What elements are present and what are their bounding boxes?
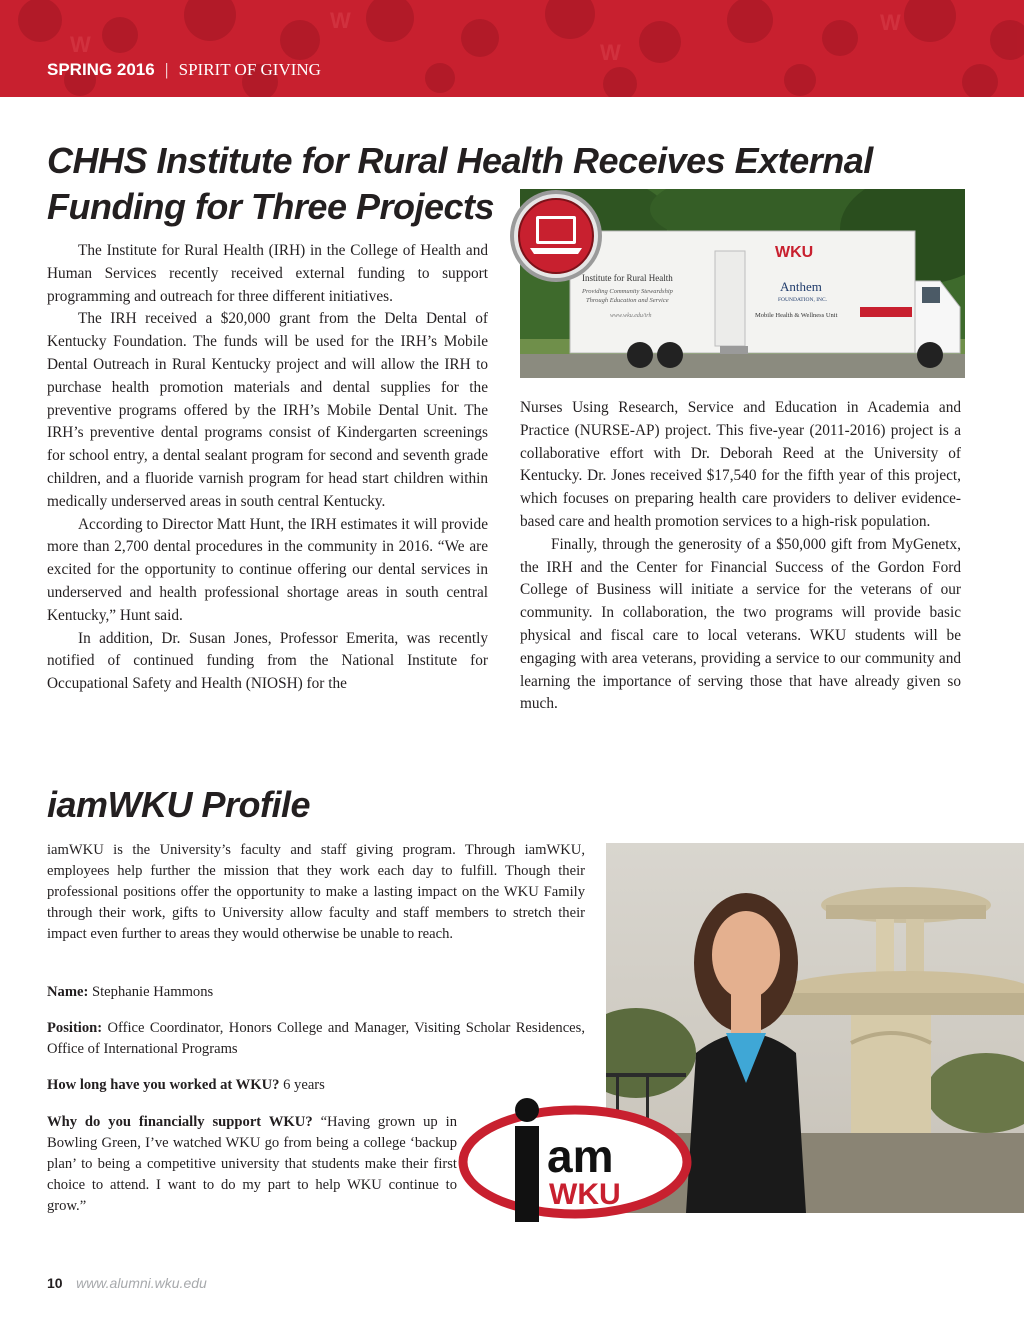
profile-why <box>47 1112 457 1217</box>
svg-text:W: W <box>880 10 901 35</box>
position-value: Office Coordinator, Honors College and Manager, Visiting Scholar Residences, Office of International Programs <box>47 1020 585 1057</box>
why-label: Why do you financially support WKU? <box>47 1114 313 1130</box>
article-paragraph: Nurses Using Research, Service and Education in Academia and Practice (NURSE-AP) project. This five-year (2011-2016) project is a collaborative effort with Dr. Deborah Reed at the University of Kentucky. Dr. Jones received $17,540 for the fifth year of this project, which focuses on preparing health care providers to deliver evidence-based care and health promotion services to a high-risk population. <box>520 399 961 530</box>
section-label: SPIRIT OF GIVING <box>178 60 321 79</box>
why-value: “Having grown up in Bowling Green, I’ve watched WKU go from being a college ‘backup plan’ to being a competitive university that students make their first choice to attend. I want to do my part to help WKU continue to grow.” <box>47 1114 458 1214</box>
iamwku-logo <box>457 1092 693 1227</box>
banner-separator: | <box>164 60 169 79</box>
header-banner <box>0 0 1024 97</box>
article-paragraph: Finally, through the generosity of a $50,000 gift from MyGenetx, the IRH and the Center for Financial Success of the Gordon Ford College of Business will initiate a service for the veterans of our community. In collaboration, the two programs will provide basic physical and fiscal care to local veterans. WKU students will be engaging with area veterans, providing a service to our community and learning the importance of serving those that have already given so much. <box>520 535 961 713</box>
name-label: Name: <box>47 984 89 1000</box>
issue-label: SPRING 2016 <box>47 60 155 79</box>
banner-pattern <box>0 0 1024 97</box>
article-right-column <box>520 397 961 716</box>
logo-am: am <box>547 1130 614 1182</box>
truck-line-2: Providing Community Stewardship <box>582 288 673 295</box>
svg-text:W: W <box>70 32 91 57</box>
name-value: Stephanie Hammons <box>92 984 214 1000</box>
article-paragraph: According to Director Matt Hunt, the IRH estimates it will provide more than 2,700 dental procedures in the community in 2016. “We are excited for the opportunity to continue offering our dental services in underserved and health professional shortage areas in south central Kentucky,” Hunt said. <box>47 515 488 624</box>
position-label: Position: <box>47 1020 103 1036</box>
truck-brand: WKU <box>775 244 814 261</box>
article-paragraph: The Institute for Rural Health (IRH) in the College of Health and Human Services recently received external funding to support programming and outreach for three different initiatives. <box>47 242 488 305</box>
profile-name <box>47 982 585 1003</box>
logo-wku: WKU <box>549 1178 621 1211</box>
footer-url[interactable]: www.alumni.wku.edu <box>76 1275 207 1291</box>
laptop-icon <box>508 188 604 284</box>
article-paragraph: The IRH received a $20,000 grant from the Delta Dental of Kentucky Foundation. The funds will be used for the IRH’s Mobile Dental Outreach in Rural Kentucky project and will allow the IRH to purchase health promotion materials and dental supplies for the preventive programs offered by the IRH’s Mobile Dental Unit. The IRH’s preventive dental programs consist of Kindergarten screenings for school entry, a dental sealant program for second and seventh grade children, and a fluoride varnish program for head start children within medically underserved areas in south central Kentucky. <box>47 310 488 510</box>
profile-title: iamWKU Profile <box>47 784 311 825</box>
unit-label: Mobile Health & Wellness Unit <box>755 312 838 319</box>
truck-line-1: Institute for Rural Health <box>582 273 673 283</box>
svg-text:W: W <box>600 40 621 65</box>
article-left-column <box>47 240 488 696</box>
article-paragraph: In addition, Dr. Susan Jones, Professor Emerita, was recently notified of continued funding from the National Institute for Occupational Safety and Health (NIOSH) for the <box>47 629 488 693</box>
truck-url: www.wku.edu/irh <box>610 313 652 319</box>
article-title: CHHS Institute for Rural Health Receives External Funding for Three Projects <box>47 140 873 227</box>
sponsor-name: Anthem <box>780 279 822 294</box>
profile-intro: iamWKU is the University’s faculty and staff giving program. Through iamWKU, employees help further the mission that they work each day to fulfill. Though their professional positions offer the opportunity to make a lasting impact on the WKU Family through their work, gifts to University allow faculty and staff members to stretch their impact even further to areas they would otherwise be unable to reach. <box>47 842 585 942</box>
svg-text:W: W <box>330 8 351 33</box>
truck-line-3: Through Education and Service <box>586 297 669 304</box>
profile-position <box>47 1018 585 1060</box>
page-number: 10 <box>47 1275 63 1291</box>
banner-text <box>47 60 321 80</box>
page-footer <box>47 1275 207 1293</box>
years-value: 6 years <box>283 1077 325 1093</box>
sponsor-sub: FOUNDATION, INC. <box>778 297 828 303</box>
years-label: How long have you worked at WKU? <box>47 1077 280 1093</box>
